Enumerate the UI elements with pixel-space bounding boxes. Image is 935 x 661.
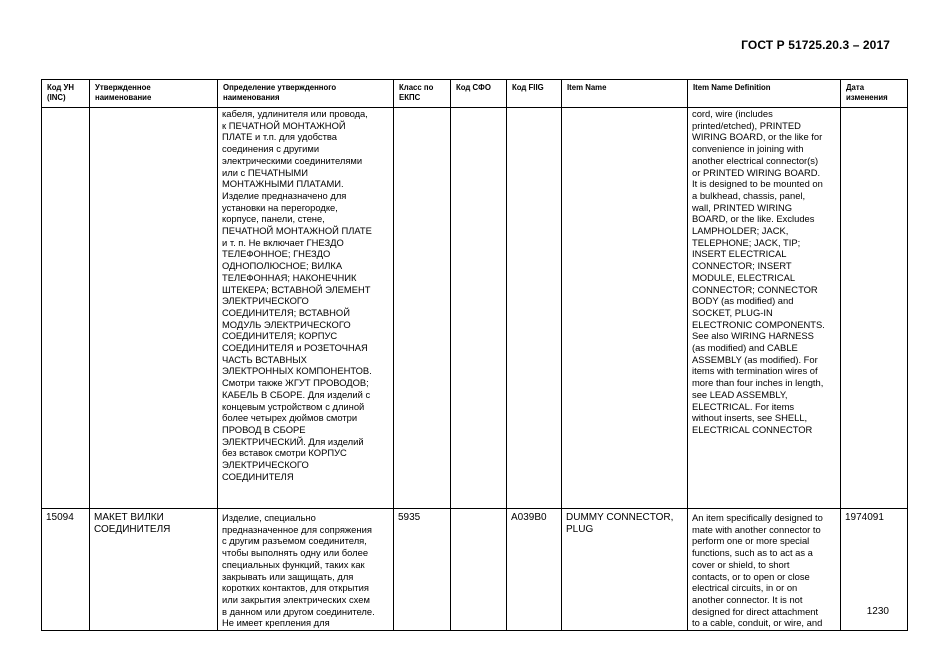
cell-definition-en <box>688 108 841 509</box>
cell-inc <box>42 108 90 509</box>
cell-item-name <box>562 108 688 509</box>
cell-fiig-text: A039B0 <box>511 512 547 523</box>
header-item-name <box>562 80 688 108</box>
catalog-table <box>41 79 908 631</box>
cell-date <box>841 108 908 509</box>
cell-class-text: 5935 <box>398 512 421 523</box>
table-header-row <box>42 80 908 108</box>
header-class-label: Класс по ЕКПС <box>399 83 434 102</box>
header-inc-label: Код УН (INC) <box>47 83 75 102</box>
cell-sfo-text <box>451 509 506 512</box>
cell-fiig <box>507 108 562 509</box>
header-date-label: Дата изменения <box>846 83 888 102</box>
header-sfo-label: Код СФО <box>456 83 491 92</box>
cell-definition-ru-text: кабеля, удлинителя или провода, к ПЕЧАТНОЙ МОНТАЖНОЙ ПЛАТЕ и т.п. для удобства соединения с другими электрическими соединителями или с ПЕЧАТНЫМИ МОНТАЖНЫМИ ПЛАТАМИ. Изделие предназначено для установки на перегородке, корпусе, панели, стене, ПЕЧАТНОЙ МОНТАЖНОЙ ПЛАТЕ и т. п. Не включает ГНЕЗДО ТЕЛЕФОННОЕ; ГНЕЗДО ОДНОПОЛЮСНОЕ; ВИЛКА ТЕЛЕФОННАЯ; НАКОНЕЧНИК ШТЕКЕРА; ВСТАВНОЙ ЭЛЕМЕНТ ЭЛЕКТРИЧЕСКОГО СОЕДИНИТЕЛЯ; ВСТАВНОЙ МОДУЛЬ ЭЛЕКТРИЧЕСКОГО СОЕДИНИТЕЛЯ; КОРПУС СОЕДИНИТЕЛЯ и РОЗЕТОЧНАЯ ЧАСТЬ ВСТАВНЫХ ЭЛЕКТРОННЫХ КОМПОНЕНТОВ. Смотри также ЖГУТ ПРОВОДОВ; КАБЕЛЬ В СБОРЕ. Для изделий с концевым устройством с длиной более четырех дюймов смотри ПРОВОД В СБОРЕ ЭЛЕКТРИЧЕСКИЙ. Для изделий без вставок смотри КОРПУС ЭЛЕКТРИЧЕСКОГО СОЕДИНИТЕЛЯ <box>222 108 372 482</box>
header-item-name-label: Item Name <box>567 83 607 92</box>
header-name-ru-label: Утвержденное наименование <box>95 83 152 102</box>
cell-item-name-text: DUMMY CONNECTOR, PLUG <box>566 512 674 536</box>
cell-definition-en <box>688 509 841 631</box>
cell-class <box>394 509 451 631</box>
page-number: 1230 <box>866 606 889 617</box>
cell-definition-en-text: An item specifically designed to mate with another connector to perform one or more special functions, such as to act as a cover or shield, to short contacts, or to open or close electrical circuits, in or on another connector. It is not designed for direct attachment to a cable, conduit, or wire, and <box>692 512 823 629</box>
cell-sfo <box>451 108 507 509</box>
header-inc <box>42 80 90 108</box>
header-class <box>394 80 451 108</box>
cell-class <box>394 108 451 509</box>
header-definition-ru <box>218 80 394 108</box>
cell-date-text: 1974091 <box>845 512 884 523</box>
cell-item-name <box>562 509 688 631</box>
cell-name-ru-text: МАКЕТ ВИЛКИ СОЕДИНИТЕЛЯ <box>94 512 171 536</box>
table-row <box>42 509 908 631</box>
header-sfo <box>451 80 507 108</box>
cell-name-ru <box>90 108 218 509</box>
document-code: ГОСТ Р 51725.20.3 – 2017 <box>741 38 890 52</box>
table-row <box>42 108 908 509</box>
cell-sfo <box>451 509 507 631</box>
cell-inc <box>42 509 90 631</box>
cell-definition-ru-text: Изделие, специально предназначенное для сопряжения с другим разъемом соединителя, чтобы выполнять одну или более специальных функций, таких как закрывать или защищать, для коротких контактов, для открытия или закрытия электрических схем в данном или другом соединителе. Не имеет крепления для <box>222 512 375 629</box>
cell-definition-en-text: cord, wire (includes printed/etched), PRINTED WIRING BOARD, or the like for convenience in joining with another electrical connector(s) or PRINTED WIRING BOARD. It is designed to be mounted on a bulkhead, chassis, panel, wall, PRINTED WIRING BOARD, or the like. Excludes LAMPHOLDER; JACK, TELEPHONE; JACK, TIP; INSERT ELECTRICAL CONNECTOR; INSERT MODULE, ELECTRICAL CONNECTOR; CONNECTOR BODY (as modified) and SOCKET, PLUG-IN ELECTRONIC COMPONENTS. See also WIRING HARNESS (as modified) and CABLE ASSEMBLY (as modified). For items with termination wires of more than four inches in length, see LEAD ASSEMBLY, ELECTRICAL. For items without inserts, see SHELL, ELECTRICAL CONNECTOR <box>692 108 825 435</box>
header-definition-ru-label: Определение утвержденного наименования <box>223 83 337 102</box>
cell-definition-ru <box>218 108 394 509</box>
cell-fiig <box>507 509 562 631</box>
header-fiig-label: Код FIIG <box>512 83 544 92</box>
cell-definition-ru <box>218 509 394 631</box>
header-fiig <box>507 80 562 108</box>
header-definition-en-label: Item Name Definition <box>693 83 771 92</box>
header-date <box>841 80 908 108</box>
cell-name-ru <box>90 509 218 631</box>
cell-inc-text: 15094 <box>46 512 74 523</box>
header-definition-en <box>688 80 841 108</box>
header-name-ru <box>90 80 218 108</box>
